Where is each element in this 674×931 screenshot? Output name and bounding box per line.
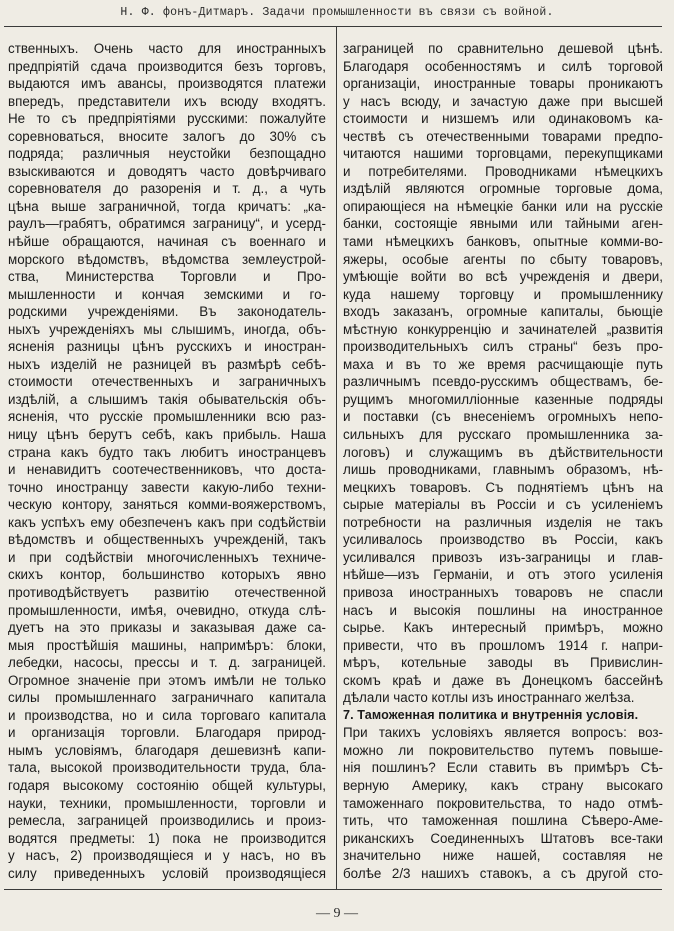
- text-line: логовъ) и служащимъ въ дѣйствительности: [343, 444, 663, 460]
- text-line: яжеры, особые агенты по сбыту товаровъ,: [343, 251, 663, 267]
- text-line: тить, что таможенная пошлина Сѣверо-Аме-: [343, 813, 663, 829]
- text-line: морского вѣдомствъ, вѣдомства землеустрой-: [8, 251, 326, 267]
- text-line: насъ и высокія пошлины на иностранное: [343, 602, 663, 618]
- text-line: науки, техники, промышленности, торговли и: [8, 795, 326, 811]
- text-line: родскими учрежденіями. Въ законодатель-: [8, 304, 326, 320]
- text-line: мецкихъ товаровъ. Съ поднятіемъ цѣнъ на: [343, 479, 663, 495]
- text-line: выдаются имъ авансы, производятся платежи: [8, 76, 326, 92]
- text-line: производительныхъ силъ страны“ безъ про-: [343, 339, 663, 355]
- section-heading: 7. Таможенная политика и внутреннія условія.: [343, 707, 639, 722]
- text-line: стоимости и низшемъ или одинаковомъ ка-: [343, 111, 663, 127]
- text-line: и производства, но и сила торговаго капитала: [8, 707, 326, 723]
- text-line: тала, высокой производительности труда, бла-: [8, 760, 326, 776]
- page-number: — 9 —: [316, 906, 358, 921]
- text-line: силу приведенныхъ условій производящіеся: [8, 865, 326, 881]
- text-line: нымъ условіямъ, благодаря дешевизнѣ капи-: [8, 742, 326, 758]
- text-line: лебедки, насосы, прессы и т. д. заграницей.: [8, 655, 326, 671]
- text-line: и поставки (съ внесеніемъ огромныхъ непо-: [343, 409, 663, 425]
- text-line: дуетъ на это приказы и заказывая даже са-: [8, 620, 326, 636]
- text-line: соревнователя до разоренія и т. д., а чуть: [8, 181, 326, 197]
- text-line: опирающіеся на нѣмецкіе банки или на русскіе: [343, 198, 663, 214]
- text-line: мѣръ, котельные заводы въ Привислин-: [343, 655, 663, 671]
- text-line: силы промышленнаго заграничнаго капитала: [8, 690, 326, 706]
- text-line: ныхъ изделій не разницей въ размѣрѣ себѣ-: [8, 356, 326, 372]
- text-line: сильныхъ для русскаго промышленника за-: [343, 427, 663, 443]
- text-line: раулъ—грабятъ, обратимся заграницу“, и усерд-: [8, 216, 326, 232]
- text-line: ницу цѣнъ берутъ себѣ, какъ прибыль. Наша: [8, 427, 326, 443]
- footer-rule: [4, 889, 662, 890]
- text-line: усиливалось производство въ Россіи, какъ: [343, 532, 663, 548]
- text-line: ясненія, что русскіе промышленники всю раз-: [8, 409, 326, 425]
- text-line: у насъ, 2) производящіеся и у насъ, но въ: [8, 848, 326, 864]
- text-line: организаціи, иностранные товары проникаютъ: [343, 76, 663, 92]
- text-line: потребности на различныя изделія не такъ: [343, 514, 663, 530]
- text-line: какъ успѣхъ ему обезпеченъ какъ при содѣйствіи: [8, 514, 326, 530]
- text-line: и при содѣйствіи многочисленныхъ техниче-: [8, 549, 326, 565]
- text-line: издѣлій, а слышимъ такія обывательскія объ-: [8, 391, 326, 407]
- text-line: входъ заказанъ, огромные капиталы, бьющіе: [343, 304, 663, 320]
- text-line: точно иностранцу завести какую-либо техни-: [8, 479, 326, 495]
- text-line: скихъ контор, большинство которыхъ явно: [8, 567, 326, 583]
- column-divider: [336, 27, 337, 889]
- text-line: дѣлали часто котлы изъ иностраннаго желѣза.: [343, 690, 635, 706]
- left-column: [8, 40, 326, 882]
- header-rule: [4, 26, 662, 27]
- text-line: заграницей по сравнительно дешевой цѣнѣ.: [343, 41, 663, 56]
- text-line: издѣлій являются огромные торговые дома,: [343, 181, 663, 197]
- text-line: можно ли покровительство путемъ повыше-: [343, 742, 663, 758]
- text-line: верную Америку, какъ страну высокаго: [343, 777, 663, 793]
- text-line: вѣдомствъ и общественныхъ учрежденій, такъ: [8, 532, 326, 548]
- text-line: страна какъ будто такъ любитъ иностранцевъ: [8, 444, 326, 460]
- text-line: привоза иностранныхъ товаровъ не спасли: [343, 584, 663, 600]
- text-line: Благодаря особенностямъ и силѣ торговой: [343, 58, 663, 74]
- text-line: различнымъ псевдо-русскимъ обществамъ, бе-: [343, 374, 663, 390]
- running-head: Н. Ф. фонъ-Дитмаръ. Задачи промышленности въ связи съ войной.: [120, 6, 554, 19]
- text-line: стоимости отечественныхъ и заграничныхъ: [8, 374, 326, 390]
- text-line: взыскиваются и доводятъ часто довѣрчиваго: [8, 163, 326, 179]
- text-line: лишь проводниками, главнымъ образомъ, нѣ-: [343, 462, 663, 478]
- text-line: умѣющіе войти во всѣ учрежденія и двери,: [343, 269, 663, 285]
- text-line: сырые матеріалы въ Россіи и съ усиленіемъ: [343, 497, 663, 513]
- text-line: читаются нашими торговцами, перекупщиками: [343, 146, 663, 162]
- right-column: [343, 40, 663, 882]
- text-line: скомъ краѣ и даже въ Донецкомъ бассейнѣ: [343, 672, 663, 688]
- text-line: и потребителями. Проводниками нѣмецкихъ: [343, 163, 663, 179]
- text-line: маха и въ то же время расчищающіе путь: [343, 356, 663, 372]
- text-line: привести, что въ прошломъ 1914 г. напри-: [343, 637, 663, 653]
- text-line: Не то съ предпріятіями русскими: пожалуйте: [8, 111, 326, 127]
- text-line: ческую контору, заняться комми-вояжерствомъ,: [8, 497, 326, 513]
- text-line: мѣстную конкурренцію и зачинателей „развитія: [343, 321, 663, 337]
- text-line: годаря высокому состоянію общей культуры,: [8, 777, 326, 793]
- text-line: промышленности, имѣя, очевидно, откуда слѣ-: [8, 602, 326, 618]
- text-line: риканскихъ Соединенныхъ Штатовъ все-таки: [343, 830, 663, 846]
- text-line: у насъ всюду, и зачастую даже при высшей: [343, 93, 663, 109]
- text-line: впередъ, представители ихъ всюду входятъ.: [8, 93, 326, 109]
- text-line: При такихъ условіяхъ является вопросъ: воз-: [343, 725, 663, 741]
- text-line: ственныхъ. Очень часто для иностранныхъ: [8, 41, 326, 56]
- text-line: соревноваться, вносите залогъ до 30% съ: [8, 128, 326, 144]
- text-line: ясненія разницы цѣнъ русскихъ и иностран-: [8, 339, 326, 355]
- text-line: ства, Министерства Торговли и Про-: [8, 269, 326, 285]
- text-line: ремесла, заграницей производились и произ-: [8, 813, 326, 829]
- text-line: куда нашему торговцу и промышленнику: [343, 286, 663, 302]
- text-line: рущимъ многомилліонные казенные подряды: [343, 391, 663, 407]
- text-line: нѣйше—изъ Германіи, и отъ этого усиленія: [343, 567, 663, 583]
- text-line: мыя простѣйшія машины, напримѣръ: блоки,: [8, 637, 326, 653]
- text-line: противодѣйствуетъ развитію отечественной: [8, 584, 326, 600]
- text-line: таможеннаго покровительства, то надо отмѣ-: [343, 795, 663, 811]
- text-line: предпріятій сдача производится безъ торговъ,: [8, 58, 326, 74]
- text-line: цѣна выше заграничной, тогда кричатъ: „ка-: [8, 198, 326, 214]
- text-line: чествѣ съ отечественными товарами предпо-: [343, 128, 663, 144]
- text-line: значительно ниже нашей, составляя не: [343, 848, 663, 864]
- text-line: банки, состоящіе явными или тайными аген-: [343, 216, 663, 232]
- text-line: усиливался привозъ изъ-заграницы и глав-: [343, 549, 663, 565]
- text-line: ныхъ учрежденіяхъ мы слышимъ, иногда, объ-: [8, 321, 326, 337]
- text-line: нія пошлинъ? Если ставить въ примѣръ Сѣ-: [343, 760, 663, 776]
- text-line: болѣе 2/3 нашихъ ставокъ, а съ другой сто-: [343, 865, 663, 881]
- text-line: сырье. Какъ интересный примѣръ, можно: [343, 620, 663, 636]
- text-line: мышленности и кончая земскими и го-: [8, 286, 326, 302]
- text-line: тами нѣмецкихъ банковъ, опытные комми-во-: [343, 234, 663, 250]
- text-line: Огромное значеніе при этомъ имѣли не только: [8, 672, 326, 688]
- text-line: подряда; различныя неустойки безпощадно: [8, 146, 326, 162]
- text-line: и организація торговли. Благодаря природ-: [8, 725, 326, 741]
- text-line: нѣйше обращаются, начиная съ военнаго и: [8, 234, 326, 250]
- text-line: и ненавидитъ соотечественниковъ, что доста-: [8, 462, 326, 478]
- text-line: водятся предметы: 1) пока не производится: [8, 830, 326, 846]
